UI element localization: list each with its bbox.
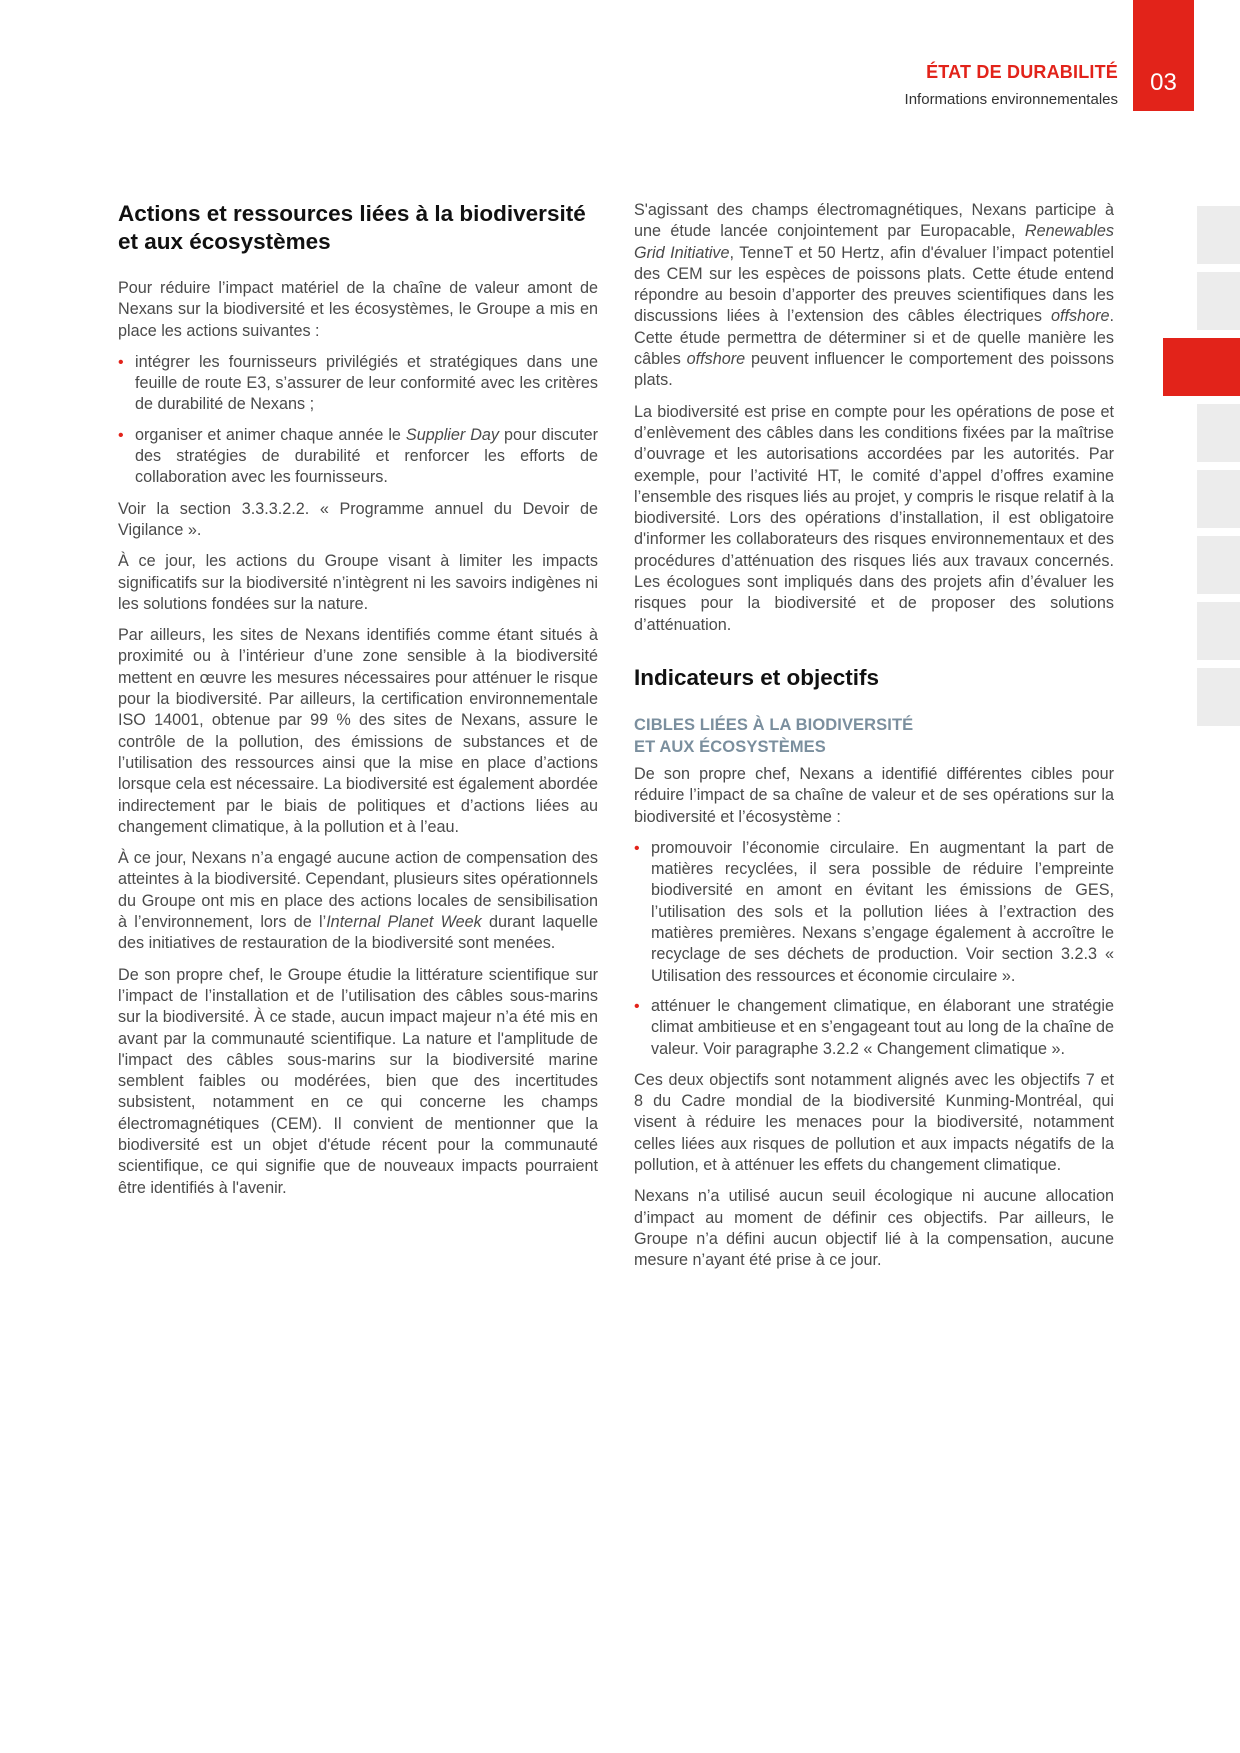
side-tab-1[interactable] xyxy=(1197,206,1240,264)
list-item xyxy=(634,838,1114,987)
chapter-tab[interactable] xyxy=(1133,0,1194,111)
bullet-dot-icon: • xyxy=(634,839,640,857)
list-item xyxy=(634,996,1114,1060)
paragraph-threshold: Nexans n’a utilisé aucun seuil écologique ni aucune allocation d’impact au moment de définir ces objectifs. Par ailleurs, le Groupe n’a défini aucun objectif lié à la compensation, aucune mesure n’ayant été prise à ce jour. xyxy=(634,1187,1114,1270)
paragraph-sites: Par ailleurs, les sites de Nexans identifiés comme étant situés à proximité ou à l’intérieur d’une zone sensible à la biodiversité mettent en œuvre les mesures nécessaires pour atténuer le risque pour la biodiversité. Par ailleurs, la certification environnementale ISO 14001, obtenue par 99 % des sites de Nexans, assure le contrôle de la pollution, des émissions de substances et de l’utilisation des ressources ainsi que la mise en place d’actions lorsque cela est nécessaire. La biodiversité est également abordée indirectement par le biais de politiques et d’actions liées au changement climatique, à la pollution et à l’eau. xyxy=(118,626,598,836)
side-tab-8[interactable] xyxy=(1197,668,1240,726)
side-tab-3-active[interactable] xyxy=(1163,338,1240,396)
side-tab-5[interactable] xyxy=(1197,470,1240,528)
paragraph-emf: S'agissant des champs électromagnétiques, Nexans participe à une étude lancée conjointement par Europacable, Renewables Grid Initiative, TenneT et 50 Hertz, afin d'évaluer l’impact potentiel des CEM sur les espèces de poissons plats. Cette étude entend répondre au besoin d’apporter des preuves scientifiques dans les discussions liées à l’extension des câbles électriques offshore. Cette étude permettra de déterminer si et de quelle manière les câbles offshore peuvent influencer le comportement des poissons plats. xyxy=(634,201,1115,390)
section-title: ÉTAT DE DURABILITÉ xyxy=(926,62,1118,82)
targets-list xyxy=(634,838,1114,1060)
list-item xyxy=(118,352,598,416)
list-item-italic: Supplier Day xyxy=(405,425,500,444)
right-column xyxy=(634,200,1114,1281)
list-item-text: intégrer les fournisseurs privilégiés et stratégiques dans une feuille de route E3, s’assurer de leur conformité avec les critères de durabilité de Nexans ; xyxy=(135,352,598,414)
paragraph-compensation: À ce jour, Nexans n’a engagé aucune action de compensation des atteintes à la biodiversité. Cependant, plusieurs sites opérationnels du Groupe ont mis en place des actions locales de sensibilisation à l’environnement, lors de l’Internal Planet Week durant laquelle des initiatives de restauration de la biodiversité sont menées. xyxy=(118,849,598,953)
intro-paragraph: Pour réduire l’impact matériel de la chaîne de valeur amont de Nexans sur la biodiversité et les écosystèmes, le Groupe a mis en place les actions suivantes : xyxy=(118,279,598,340)
list-item-text: pour discuter des stratégies de durabilité et renforcer les efforts de collaboration avec les fournisseurs. xyxy=(135,425,599,487)
list-item-text: promouvoir l’économie circulaire. En augmentant la part de matières recyclées, il sera possible de réduire l’empreinte biodiversité en amont en évitant les émissions de GES, l’utilisation des sols et la pollution liées à l’extraction des matières premières. Nexans s’engage également à accroître le recyclage de ses déchets de production. Voir section 3.2.3 « Utilisation des ressources et économie circulaire ». xyxy=(651,838,1114,985)
side-tab-2[interactable] xyxy=(1197,272,1240,330)
subheading-targets: CIBLES LIÉES À LA BIODIVERSITÉ ET AUX ÉCOSYSTÈMES xyxy=(634,715,914,756)
actions-list xyxy=(118,352,598,489)
list-item-text: atténuer le changement climatique, en élaborant une stratégie climat ambitieuse et en s’engageant tout au long de la chaîne de valeur. Voir paragraphe 3.2.2 « Changement climatique ». xyxy=(651,996,1114,1058)
paragraph-operations: La biodiversité est prise en compte pour les opérations de pose et d’enlèvement des câbles dans les conditions fixées par la maîtrise d’ouvrage et les autorisations accordées par les autorités. Par exemple, pour l’activité HT, le comité d’appel d’offres examine l’ensemble des risques liés au projet, y compris le risque relatif à la biodiversité. Lors des opérations d’installation, il est obligatoire d'informer les collaborateurs des risques environnementaux et des procédures d’atténuation des risques liés aux travaux concernés. Les écologues sont impliqués dans des projets afin d’évaluer les risques pour la biodiversité et de proposer des solutions d’atténuation. xyxy=(634,402,1114,634)
chapter-number: 03 xyxy=(1150,69,1177,96)
section-subtitle: Informations environnementales xyxy=(904,91,1118,108)
section-reference: Voir la section 3.3.3.2.2. « Programme annuel du Devoir de Vigilance ». xyxy=(118,499,598,539)
paragraph-kunming: Ces deux objectifs sont notamment alignés avec les objectifs 7 et 8 du Cadre mondial de la biodiversité Kunming-Montréal, qui visent à réduire les menaces pour la biodiversité, notamment celles liées aux risques de pollution et aux impacts négatifs de la pollution, et à atténuer les effets du changement climatique. xyxy=(634,1070,1114,1174)
targets-intro: De son propre chef, Nexans a identifié différentes cibles pour réduire l’impact de sa chaîne de valeur et de ses opérations sur la biodiversité et l’écosystème : xyxy=(634,764,1114,826)
side-tab-6[interactable] xyxy=(1197,536,1240,594)
section-heading-indicators: Indicateurs et objectifs xyxy=(634,664,880,690)
paragraph-literature: De son propre chef, le Groupe étudie la littérature scientifique sur l’impact de l’installation et de l’utilisation des câbles sous-marins sur la biodiversité. À ce stade, aucun impact majeur n’a été mis en avant par la communauté scientifique. La nature et l'amplitude de l'impact des câbles sous-marins sur la biodiversité marine semblent faibles ou modérées, bien que des incertitudes subsistent, notamment en ce qui concerne les champs électromagnétiques (CEM). Il convient de mentionner que la biodiversité est un objet d'étude récent pour la communauté scientifique, ce qui signifie que de nouveaux impacts pourraient être identifiés à l'avenir. xyxy=(118,965,598,1197)
side-tab-7[interactable] xyxy=(1197,602,1240,660)
section-heading-actions: Actions et ressources liées à la biodiversité et aux écosystèmes xyxy=(118,201,586,254)
side-tab-4[interactable] xyxy=(1197,404,1240,462)
bullet-dot-icon: • xyxy=(118,426,124,444)
list-item-text: organiser et animer chaque année le xyxy=(135,425,406,444)
bullet-dot-icon: • xyxy=(634,997,640,1015)
bullet-dot-icon: • xyxy=(118,353,124,371)
paragraph-indigenous: À ce jour, les actions du Groupe visant à limiter les impacts significatifs sur la biodiversité n’intègrent ni les savoirs indigènes ni les solutions fondées sur la nature. xyxy=(118,552,598,613)
left-column xyxy=(118,200,598,1209)
list-item xyxy=(118,425,598,489)
